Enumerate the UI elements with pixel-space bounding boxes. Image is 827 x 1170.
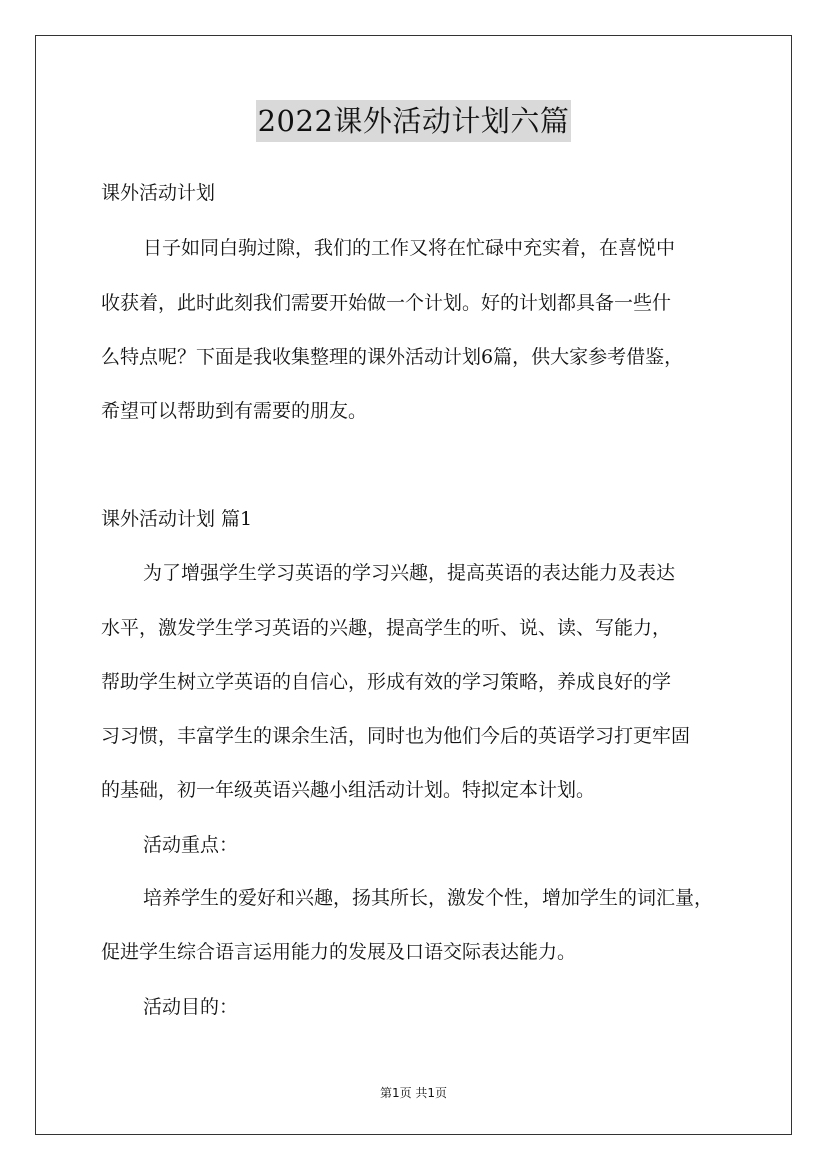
section-heading-intro: 课外活动计划 [101,182,216,204]
focus-paragraph-line-2: 促进学生综合语言运用能力的发展及口语交际表达能力。 [101,941,577,963]
plan1-paragraph-line-1: 为了增强学生学习英语的学习兴趣，提高英语的表达能力及表达 [143,562,676,584]
activity-focus-label: 活动重点： [143,834,239,856]
page-footer: 第1页 共1页 [379,1086,448,1100]
document-title: 2022课外活动计划六篇 [256,100,572,142]
activity-purpose-label: 活动目的： [143,996,239,1018]
plan1-paragraph-line-4: 习习惯，丰富学生的课余生活，同时也为他们今后的英语学习打更牢固 [101,725,691,747]
focus-paragraph-line-1: 培养学生的爱好和兴趣，扬其所长，激发个性，增加学生的词汇量， [143,887,714,909]
section-heading-plan-1: 课外活动计划 篇1 [101,508,253,530]
title-container [0,100,827,142]
plan1-paragraph-line-5: 的基础，初一年级英语兴趣小组活动计划。特拟定本计划。 [101,779,596,801]
intro-paragraph-line-4: 希望可以帮助到有需要的朋友。 [101,400,368,422]
intro-paragraph-line-2: 收获着，此时此刻我们需要开始做一个计划。好的计划都具备一些什 [101,292,672,314]
intro-paragraph-line-1: 日子如同白驹过隙，我们的工作又将在忙碌中充实着，在喜悦中 [143,237,676,259]
intro-paragraph-line-3: 么特点呢？下面是我收集整理的课外活动计划6篇，供大家参考借鉴， [101,346,684,368]
plan1-paragraph-line-3: 帮助学生树立学英语的自信心，形成有效的学习策略，养成良好的学 [101,671,672,693]
plan1-paragraph-line-2: 水平，激发学生学习英语的兴趣，提高学生的听、说、读、写能力， [101,617,672,639]
